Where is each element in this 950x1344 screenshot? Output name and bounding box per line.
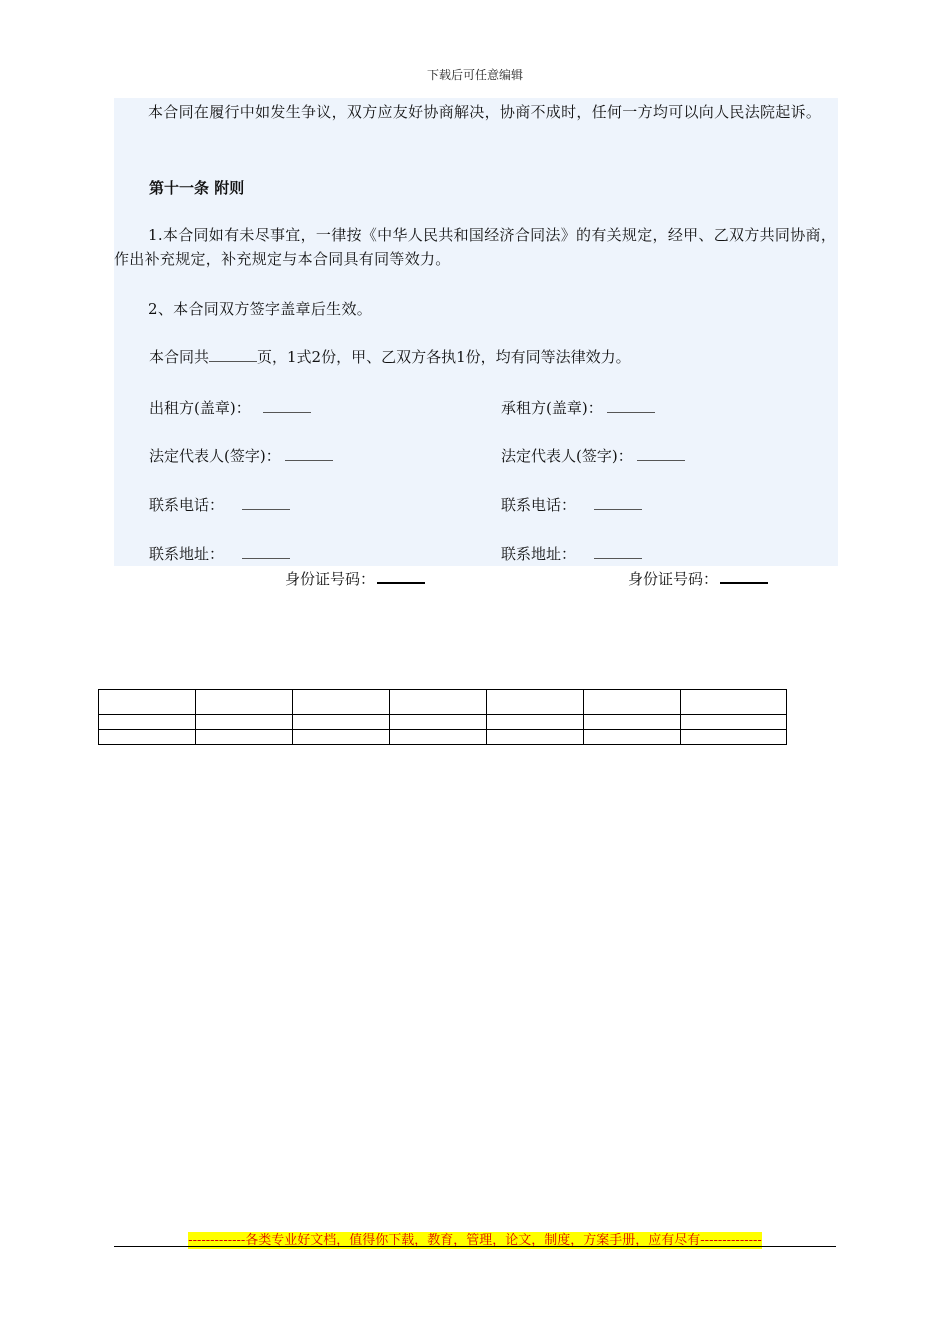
legal-rep-right-blank[interactable] <box>637 446 685 461</box>
table-cell <box>293 730 390 745</box>
table-cell <box>681 715 787 730</box>
address-left-blank[interactable] <box>242 544 290 559</box>
lessor-seal-blank[interactable] <box>263 398 311 413</box>
id-left-blank[interactable] <box>377 568 425 584</box>
table-cell <box>99 715 196 730</box>
legal-rep-right-label: 法定代表人(签字)： <box>501 447 633 465</box>
table-cell <box>389 690 487 715</box>
table-cell <box>195 690 293 715</box>
dispute-paragraph: 本合同在履行中如发生争议，双方应友好协商解决，协商不成时，任何一方均可以向人民法院起诉。 <box>148 103 822 121</box>
legal-rep-left-label: 法定代表人(签字)： <box>149 447 281 465</box>
phone-left-label: 联系电话： <box>149 496 225 514</box>
table-row <box>99 715 787 730</box>
table-cell <box>389 730 487 745</box>
table-row <box>99 730 787 745</box>
table-cell <box>583 690 681 715</box>
table-cell <box>681 730 787 745</box>
table-cell <box>487 715 584 730</box>
phone-right-blank[interactable] <box>594 495 642 510</box>
lessee-seal-blank[interactable] <box>607 398 655 413</box>
table-cell <box>389 715 487 730</box>
footer-divider <box>114 1246 836 1247</box>
legal-rep-left-blank[interactable] <box>285 446 333 461</box>
lessor-seal-label: 出租方(盖章)： <box>149 399 251 417</box>
lessee-seal-row <box>501 397 655 418</box>
footer-banner-text: -------------各类专业好文档，值得你下载，教育，管理，论文，制度，方案手册，应有尽有-------------- <box>188 1233 762 1248</box>
table-cell <box>583 715 681 730</box>
id-right-row <box>628 568 768 589</box>
copies-blank[interactable] <box>209 347 257 362</box>
copies-line <box>149 346 631 367</box>
lessee-seal-label: 承租方(盖章)： <box>501 399 603 417</box>
table-cell <box>583 730 681 745</box>
table-cell <box>681 690 787 715</box>
article-heading: 第十一条 附则 <box>149 179 245 197</box>
table-cell <box>293 715 390 730</box>
legal-rep-right-row <box>501 445 685 466</box>
table-cell <box>99 730 196 745</box>
address-right-label: 联系地址： <box>501 545 577 563</box>
table-cell <box>195 730 293 745</box>
address-right-row <box>501 543 642 564</box>
table-cell <box>487 730 584 745</box>
phone-left-blank[interactable] <box>242 495 290 510</box>
id-left-row <box>285 568 425 589</box>
table-cell <box>195 715 293 730</box>
id-right-blank[interactable] <box>720 568 768 584</box>
address-left-row <box>149 543 290 564</box>
header-note: 下载后可任意编辑 <box>426 68 523 82</box>
address-left-label: 联系地址： <box>149 545 225 563</box>
legal-rep-left-row <box>149 445 333 466</box>
copies-suffix: 页，1式2份，甲、乙双方各执1份，均有同等法律效力。 <box>257 348 631 366</box>
address-right-blank[interactable] <box>594 544 642 559</box>
table-cell <box>99 690 196 715</box>
clause-1: 1.本合同如有未尽事宜，一律按《中华人民共和国经济合同法》的有关规定，经甲、乙双方共同协商，作出补充规定，补充规定与本合同具有同等效力。 <box>114 226 837 268</box>
phone-right-label: 联系电话： <box>501 496 577 514</box>
lessor-seal-row <box>149 397 311 418</box>
table-cell <box>487 690 584 715</box>
table-cell <box>293 690 390 715</box>
table-row <box>99 690 787 715</box>
id-right-label: 身份证号码： <box>628 570 719 588</box>
phone-right-row <box>501 494 642 515</box>
empty-table <box>98 689 787 745</box>
clause-2: 2、本合同双方签字盖章后生效。 <box>148 300 373 318</box>
phone-left-row <box>149 494 290 515</box>
copies-prefix: 本合同共 <box>149 348 210 366</box>
id-left-label: 身份证号码： <box>285 570 376 588</box>
